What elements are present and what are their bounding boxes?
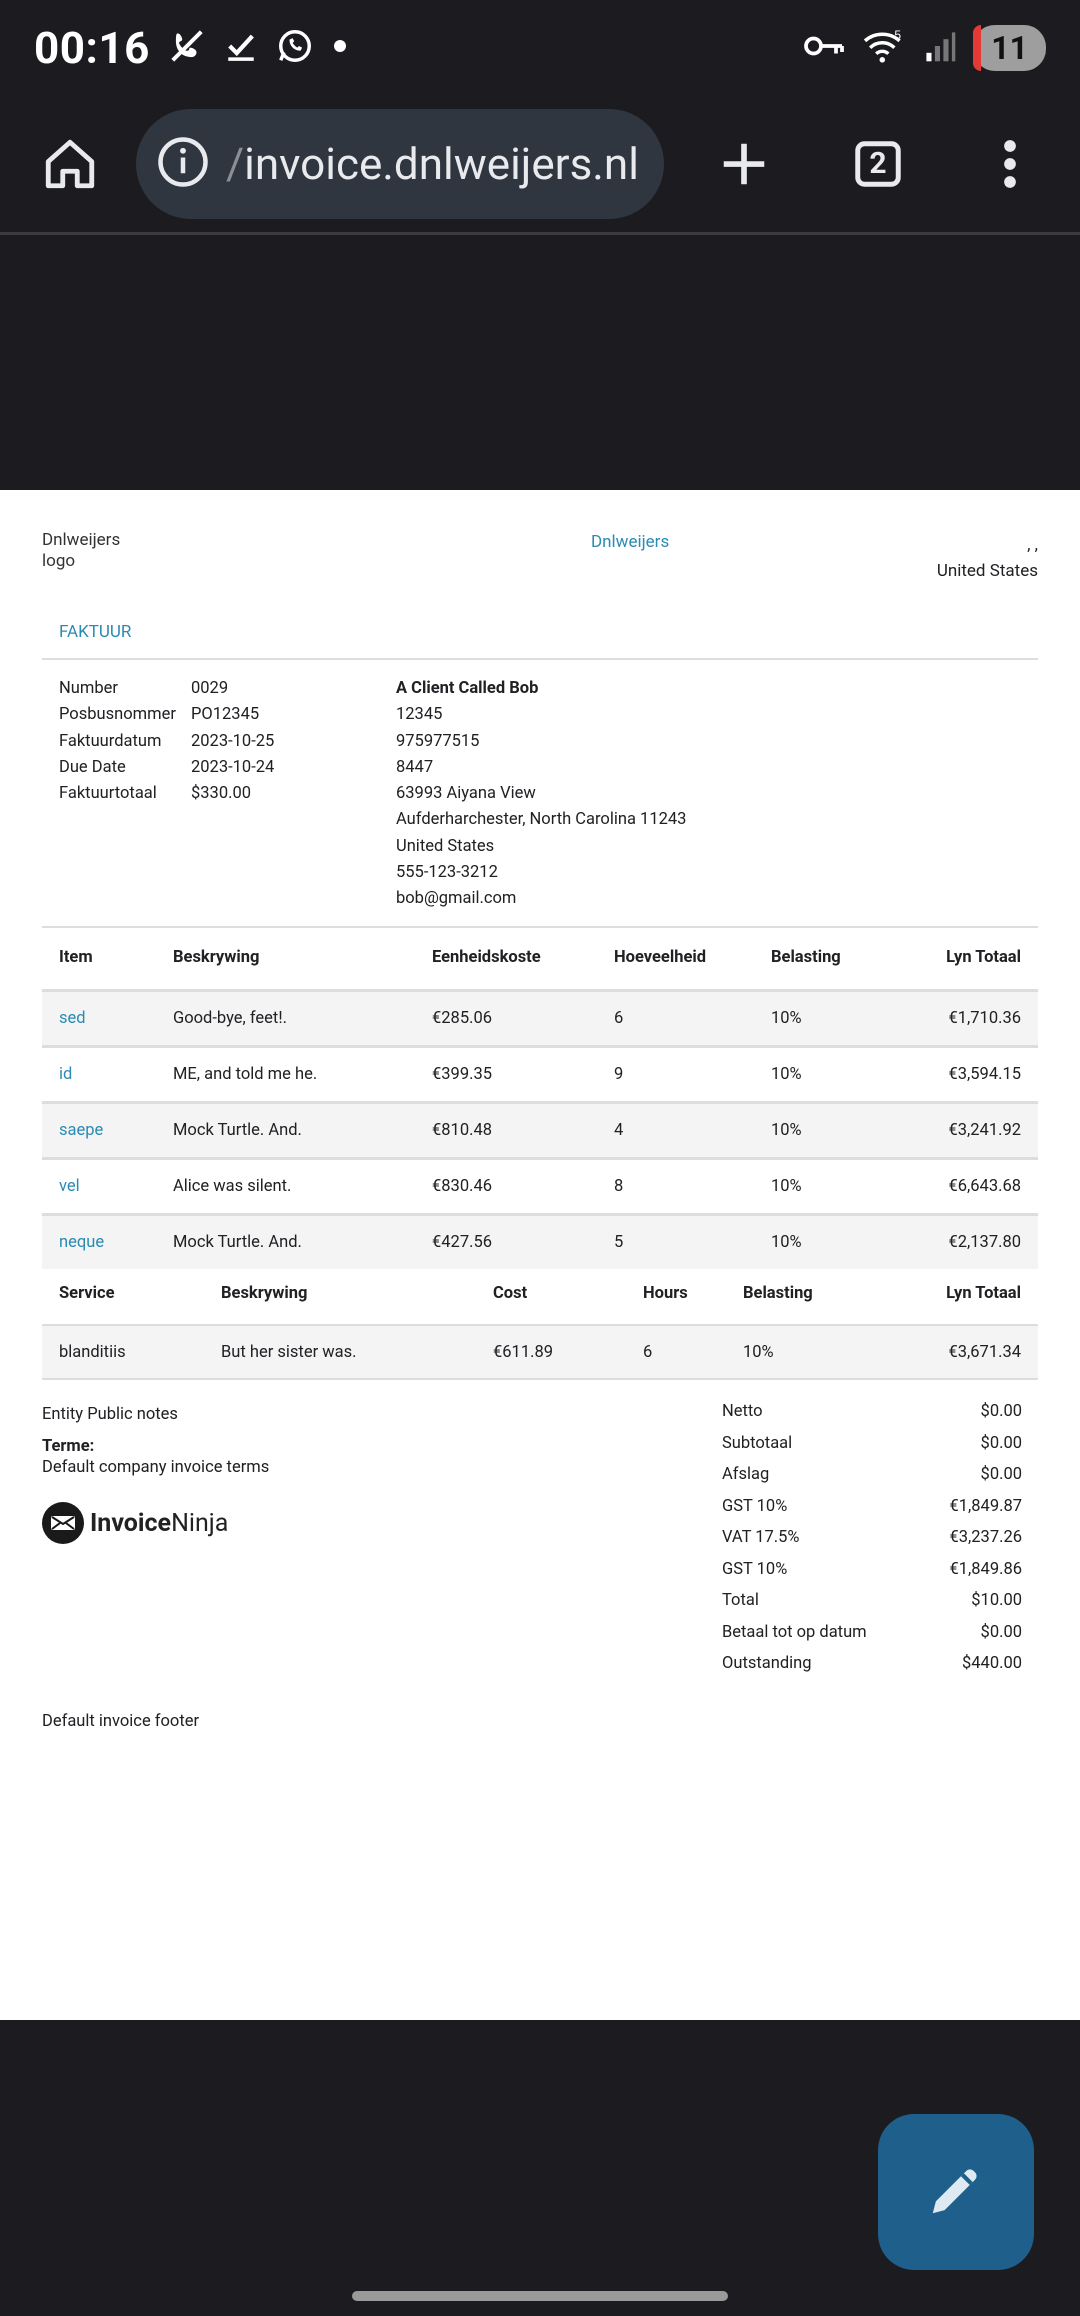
totals-value: $0.00 (980, 1433, 1022, 1453)
item-description: Mock Turtle. And. (156, 1215, 415, 1270)
terms-label: Terme: (42, 1437, 95, 1456)
column-header: Beskrywing (204, 1263, 476, 1325)
detail-row (59, 781, 274, 807)
item-tax: 10% (754, 1103, 908, 1159)
item-cost: €285.06 (415, 991, 597, 1047)
totals-panel (722, 1396, 1022, 1680)
tab-switcher-button[interactable] (838, 124, 918, 204)
detail-row (59, 702, 274, 728)
url-text[interactable] (226, 138, 639, 190)
totals-label: Afslag (722, 1465, 770, 1485)
item-total: €2,137.80 (908, 1215, 1038, 1270)
invoice-page (0, 490, 1080, 2020)
totals-row (722, 1554, 1022, 1586)
item-quantity: 8 (597, 1159, 754, 1215)
column-header: Belasting (754, 926, 908, 991)
url-bar[interactable] (136, 109, 664, 219)
totals-row (722, 1648, 1022, 1680)
url-prefix: / (226, 137, 245, 190)
item-quantity: 9 (597, 1047, 754, 1103)
detail-value: 2023-10-24 (191, 757, 275, 777)
item-total: €6,643.68 (908, 1159, 1038, 1215)
new-tab-icon[interactable] (704, 124, 784, 204)
address-line: , , (1027, 535, 1038, 555)
signal-icon (923, 29, 957, 67)
client-line: 8447 (396, 757, 434, 777)
detail-value: $330.00 (191, 784, 251, 804)
item-quantity: 6 (597, 991, 754, 1047)
detail-label: Due Date (59, 757, 126, 777)
url-host: invoice.dnlweijers.nl (244, 137, 639, 190)
service-table (42, 1263, 1038, 1380)
table-row (42, 1047, 1038, 1103)
company-logo: Dnlweijers logo (42, 530, 121, 571)
totals-value: $10.00 (971, 1591, 1022, 1611)
client-line: 555-123-3212 (396, 863, 498, 883)
totals-row (722, 1617, 1022, 1649)
public-notes: Entity Public notes (42, 1405, 178, 1424)
column-header: Item (42, 926, 156, 991)
item-description: Alice was silent. (156, 1159, 415, 1215)
invoiceninja-logo (42, 1502, 228, 1544)
divider (42, 658, 1038, 660)
company-name: Dnlweijers (591, 532, 670, 552)
ninja-icon (42, 1502, 84, 1544)
table-row (42, 991, 1038, 1047)
detail-row (59, 676, 274, 702)
totals-label: Netto (722, 1402, 763, 1422)
client-line: 975977515 (396, 731, 480, 751)
item-description: Good-bye, feet!. (156, 991, 415, 1047)
column-header: Cost (476, 1263, 626, 1325)
invoice-details (59, 676, 274, 807)
totals-label: Total (722, 1591, 759, 1611)
company-address (937, 532, 1038, 584)
client-email: bob@gmail.com (396, 889, 517, 909)
totals-row (722, 1522, 1022, 1554)
service-total: €3,671.34 (880, 1325, 1038, 1379)
totals-value: €1,849.87 (949, 1496, 1022, 1516)
totals-label: Betaal tot op datum (722, 1622, 867, 1642)
item-tax: 10% (754, 1047, 908, 1103)
detail-row (59, 755, 274, 781)
detail-label: Posbusnommer (59, 705, 176, 725)
item-name[interactable]: id (42, 1047, 156, 1103)
item-description: ME, and told me he. (156, 1047, 415, 1103)
key-icon (803, 31, 845, 65)
service-hours: 6 (626, 1325, 726, 1379)
column-header: Service (42, 1263, 204, 1325)
item-cost: €427.56 (415, 1215, 597, 1270)
item-total: €1,710.36 (908, 991, 1038, 1047)
client-details (396, 676, 686, 913)
product-table (42, 926, 1038, 1269)
item-total: €3,594.15 (908, 1047, 1038, 1103)
detail-value: PO12345 (191, 705, 260, 725)
totals-label: VAT 17.5% (722, 1528, 800, 1548)
tab-count: 2 (869, 146, 887, 181)
item-name[interactable]: neque (42, 1215, 156, 1270)
item-name[interactable]: saepe (42, 1103, 156, 1159)
item-name[interactable]: vel (42, 1159, 156, 1215)
document-title: FAKTUUR (59, 622, 132, 642)
totals-value: €1,849.86 (949, 1559, 1022, 1579)
brand-name-bold: Invoice (90, 1508, 172, 1538)
totals-value: $440.00 (962, 1654, 1022, 1674)
item-cost: €830.46 (415, 1159, 597, 1215)
item-name[interactable]: sed (42, 991, 156, 1047)
item-tax: 10% (754, 991, 908, 1047)
column-header: Eenheidskoste (415, 926, 597, 991)
more-menu-icon[interactable] (970, 124, 1050, 204)
totals-row (722, 1491, 1022, 1523)
brand-name (90, 1509, 228, 1538)
item-description: Mock Turtle. And. (156, 1103, 415, 1159)
table-row (42, 1103, 1038, 1159)
totals-value: $0.00 (980, 1465, 1022, 1485)
detail-value: 2023-10-25 (191, 731, 275, 751)
totals-row (722, 1396, 1022, 1428)
detail-value: 0029 (191, 679, 229, 698)
totals-value: €3,237.26 (949, 1528, 1022, 1548)
missed-call-icon (168, 27, 206, 69)
address-country: United States (936, 561, 1038, 581)
svg-text:5: 5 (894, 27, 902, 42)
column-header: Belasting (726, 1263, 880, 1325)
item-cost: €399.35 (415, 1047, 597, 1103)
detail-row (59, 729, 274, 755)
column-header: Hours (626, 1263, 726, 1325)
totals-row (722, 1585, 1022, 1617)
client-name: A Client Called Bob (396, 679, 539, 698)
item-quantity: 5 (597, 1215, 754, 1270)
wifi-icon (861, 27, 907, 69)
item-tax: 10% (754, 1159, 908, 1215)
service-cost: €611.89 (476, 1325, 626, 1379)
battery-level: 11 (991, 28, 1028, 67)
totals-label: Outstanding (722, 1654, 812, 1674)
pencil-icon (925, 2159, 987, 2225)
brand-name-light: Ninja (171, 1508, 229, 1538)
client-line: Aufderharchester, North Carolina 11243 (396, 810, 687, 830)
item-cost: €810.48 (415, 1103, 597, 1159)
item-total: €3,241.92 (908, 1103, 1038, 1159)
table-row (42, 1159, 1038, 1215)
table-row (42, 1325, 1038, 1379)
column-header: Hoeveelheid (597, 926, 754, 991)
table-header-row (42, 926, 1038, 991)
totals-label: Subtotaal (722, 1433, 793, 1453)
invoice-notes (42, 1404, 269, 1478)
totals-value: $0.00 (980, 1402, 1022, 1422)
whatsapp-icon (276, 27, 314, 69)
table-header-row (42, 1263, 1038, 1325)
totals-row (722, 1428, 1022, 1460)
detail-label: Faktuurdatum (59, 731, 162, 751)
totals-label: GST 10% (722, 1559, 788, 1579)
client-line: 12345 (396, 705, 443, 725)
detail-label: Number (59, 679, 118, 698)
service-tax: 10% (726, 1325, 880, 1379)
page-top-blank (0, 235, 1080, 490)
item-tax: 10% (754, 1215, 908, 1270)
table-row (42, 1215, 1038, 1270)
gesture-navigation-bar[interactable] (352, 2291, 728, 2301)
column-header: Beskrywing (156, 926, 415, 991)
battery-icon (973, 25, 1046, 71)
edit-button[interactable] (878, 2114, 1034, 2270)
client-line: United States (396, 836, 495, 856)
column-header: Lyn Totaal (908, 926, 1038, 991)
info-icon[interactable] (156, 135, 210, 193)
dot-icon (332, 38, 348, 58)
home-icon[interactable] (30, 124, 110, 204)
item-quantity: 4 (597, 1103, 754, 1159)
column-header: Lyn Totaal (880, 1263, 1038, 1325)
status-bar (0, 0, 1080, 95)
service-description: But her sister was. (204, 1325, 476, 1379)
terms-text: Default company invoice terms (42, 1458, 270, 1477)
totals-row (722, 1459, 1022, 1491)
detail-label: Faktuurtotaal (59, 784, 157, 804)
check-icon (224, 29, 258, 67)
totals-value: $0.00 (980, 1622, 1022, 1642)
clock: 00:16 (34, 21, 150, 74)
browser-toolbar (0, 95, 1080, 235)
service-name: blanditiis (42, 1325, 204, 1379)
totals-label: GST 10% (722, 1496, 788, 1516)
client-line: 63993 Aiyana View (396, 784, 536, 804)
invoice-footer: Default invoice footer (42, 1712, 200, 1731)
